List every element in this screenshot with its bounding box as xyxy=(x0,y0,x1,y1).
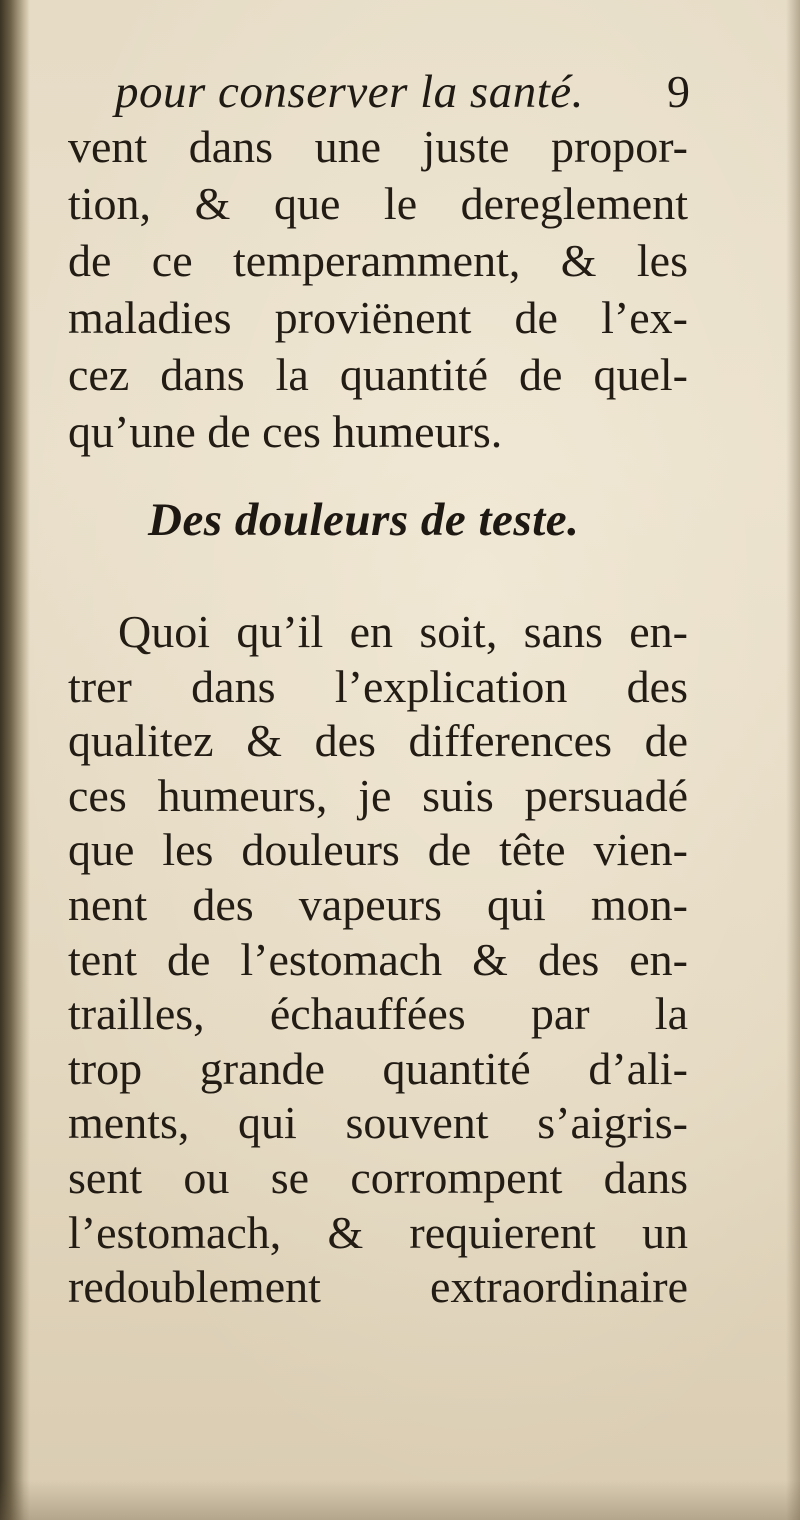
page-number: 9 xyxy=(667,66,690,117)
text-line: tent de l’estomach & des en- xyxy=(68,933,688,985)
text-line: vent dans une juste propor- xyxy=(68,121,688,172)
text-line: trop grande quantité d’ali- xyxy=(68,1042,688,1094)
page-bottom-shadow xyxy=(0,1480,800,1520)
text-line: trailles, échauffées par la xyxy=(68,988,688,1040)
text-line: tion, & que le dereglement xyxy=(68,178,688,229)
page-edge-shadow xyxy=(786,0,800,1520)
text-line: nent des vapeurs qui mon- xyxy=(68,878,688,930)
page-header xyxy=(115,62,690,122)
text-line: trer dans l’explication des xyxy=(68,660,688,712)
text-line: qualitez & des differences de xyxy=(68,715,688,767)
running-title: pour conserver la santé. xyxy=(115,66,584,118)
section-heading: Des douleurs de teste. xyxy=(148,494,580,546)
text-line: redoublement extraordinaire xyxy=(68,1261,688,1313)
text-line: sent ou se corrompent dans xyxy=(68,1151,688,1203)
paragraph-continued xyxy=(68,118,688,460)
text-line: Quoi qu’il en soit, sans en- xyxy=(118,606,688,657)
book-spine-shadow xyxy=(0,0,30,1520)
text-line: ments, qui souvent s’aigris- xyxy=(68,1097,688,1149)
text-line: maladies proviënent de l’ex- xyxy=(68,292,688,343)
text-line: l’estomach, & requierent un xyxy=(68,1206,688,1258)
text-line: cez dans la quantité de quel- xyxy=(68,349,688,400)
text-line: qu’une de ces humeurs. xyxy=(68,406,503,457)
text-line: de ce temperamment, & les xyxy=(68,235,688,286)
text-line: ces humeurs, je suis persuadé xyxy=(68,769,688,821)
text-line: que les douleurs de tête vien- xyxy=(68,824,688,876)
paragraph-body xyxy=(68,605,688,1315)
